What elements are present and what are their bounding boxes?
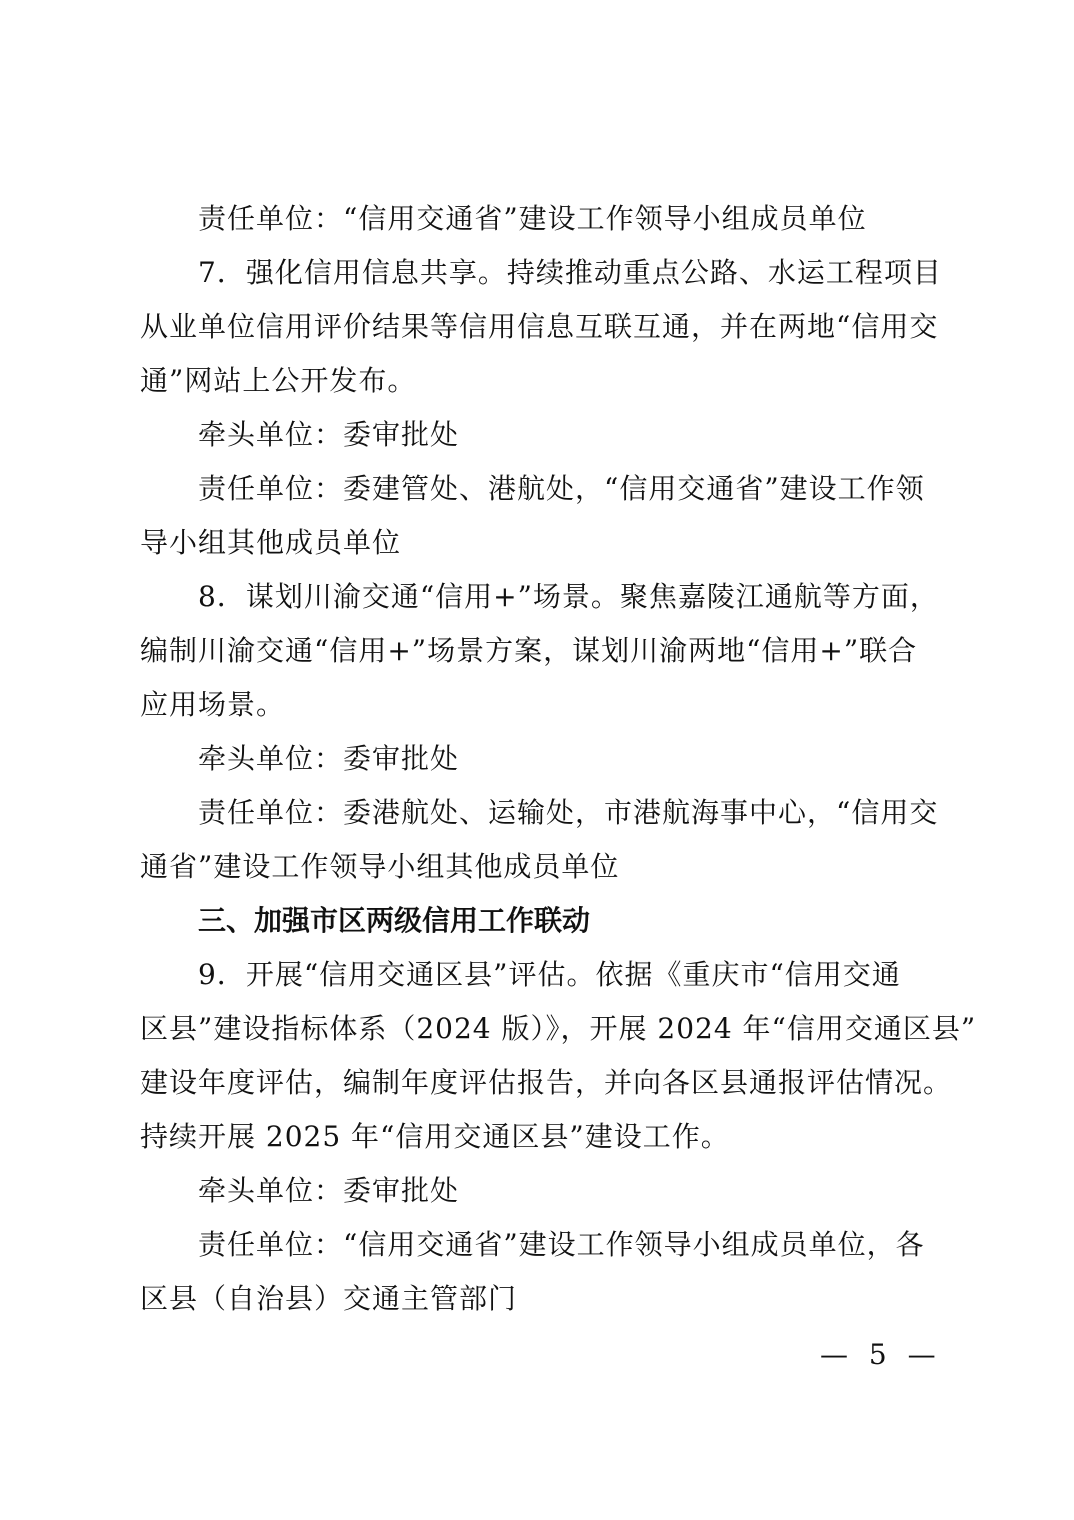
section-3-heading: 三、加强市区两级信用工作联动 [198,904,591,937]
item-8-text-line-2: 编制川渝交通“信用+”场景方案，谋划川渝两地“信用+”联合 [140,634,918,667]
lead-unit-9: 牵头单位：委审批处 [198,1174,460,1207]
item-9-text-line-3: 建设年度评估，编制年度评估报告，并向各区县通报评估情况。 [140,1066,953,1099]
responsible-units-9: 责任单位：“信用交通省”建设工作领导小组成员单位，各 [198,1228,925,1261]
item-8-title: 8．谋划川渝交通“信用+”场景。聚焦嘉陵江通航等方面， [198,580,939,613]
responsible-units-8: 责任单位：委港航处、运输处，市港航海事中心，“信用交 [198,796,939,829]
lead-unit-7: 牵头单位：委审批处 [198,418,460,451]
item-9-text-line-4: 持续开展 2025 年“信用交通区县”建设工作。 [140,1120,730,1153]
item-7-title: 7．强化信用信息共享。持续推动重点公路、水运工程项目 [198,256,942,289]
responsible-units-9-continued: 区县（自治县）交通主管部门 [140,1282,518,1315]
item-8-text-line-3: 应用场景。 [140,688,286,721]
document-body [140,192,977,1326]
item-9-text-line-2: 区县”建设指标体系（2024 版）》，开展 2024 年“信用交通区县” [140,1012,977,1045]
page-number: — 5 — [820,1338,942,1371]
responsible-units-6: 责任单位：“信用交通省”建设工作领导小组成员单位 [198,202,867,235]
item-9-title: 9．开展“信用交通区县”评估。依据《重庆市“信用交通 [198,958,901,991]
responsible-units-7: 责任单位：委建管处、港航处，“信用交通省”建设工作领 [198,472,925,505]
item-7-text-line-3: 通”网站上公开发布。 [140,364,417,397]
lead-unit-8: 牵头单位：委审批处 [198,742,460,775]
responsible-units-7-continued: 导小组其他成员单位 [140,526,402,559]
responsible-units-8-continued: 通省”建设工作领导小组其他成员单位 [140,850,620,883]
item-7-text-line-2: 从业单位信用评价结果等信用信息互联互通，并在两地“信用交 [140,310,939,343]
